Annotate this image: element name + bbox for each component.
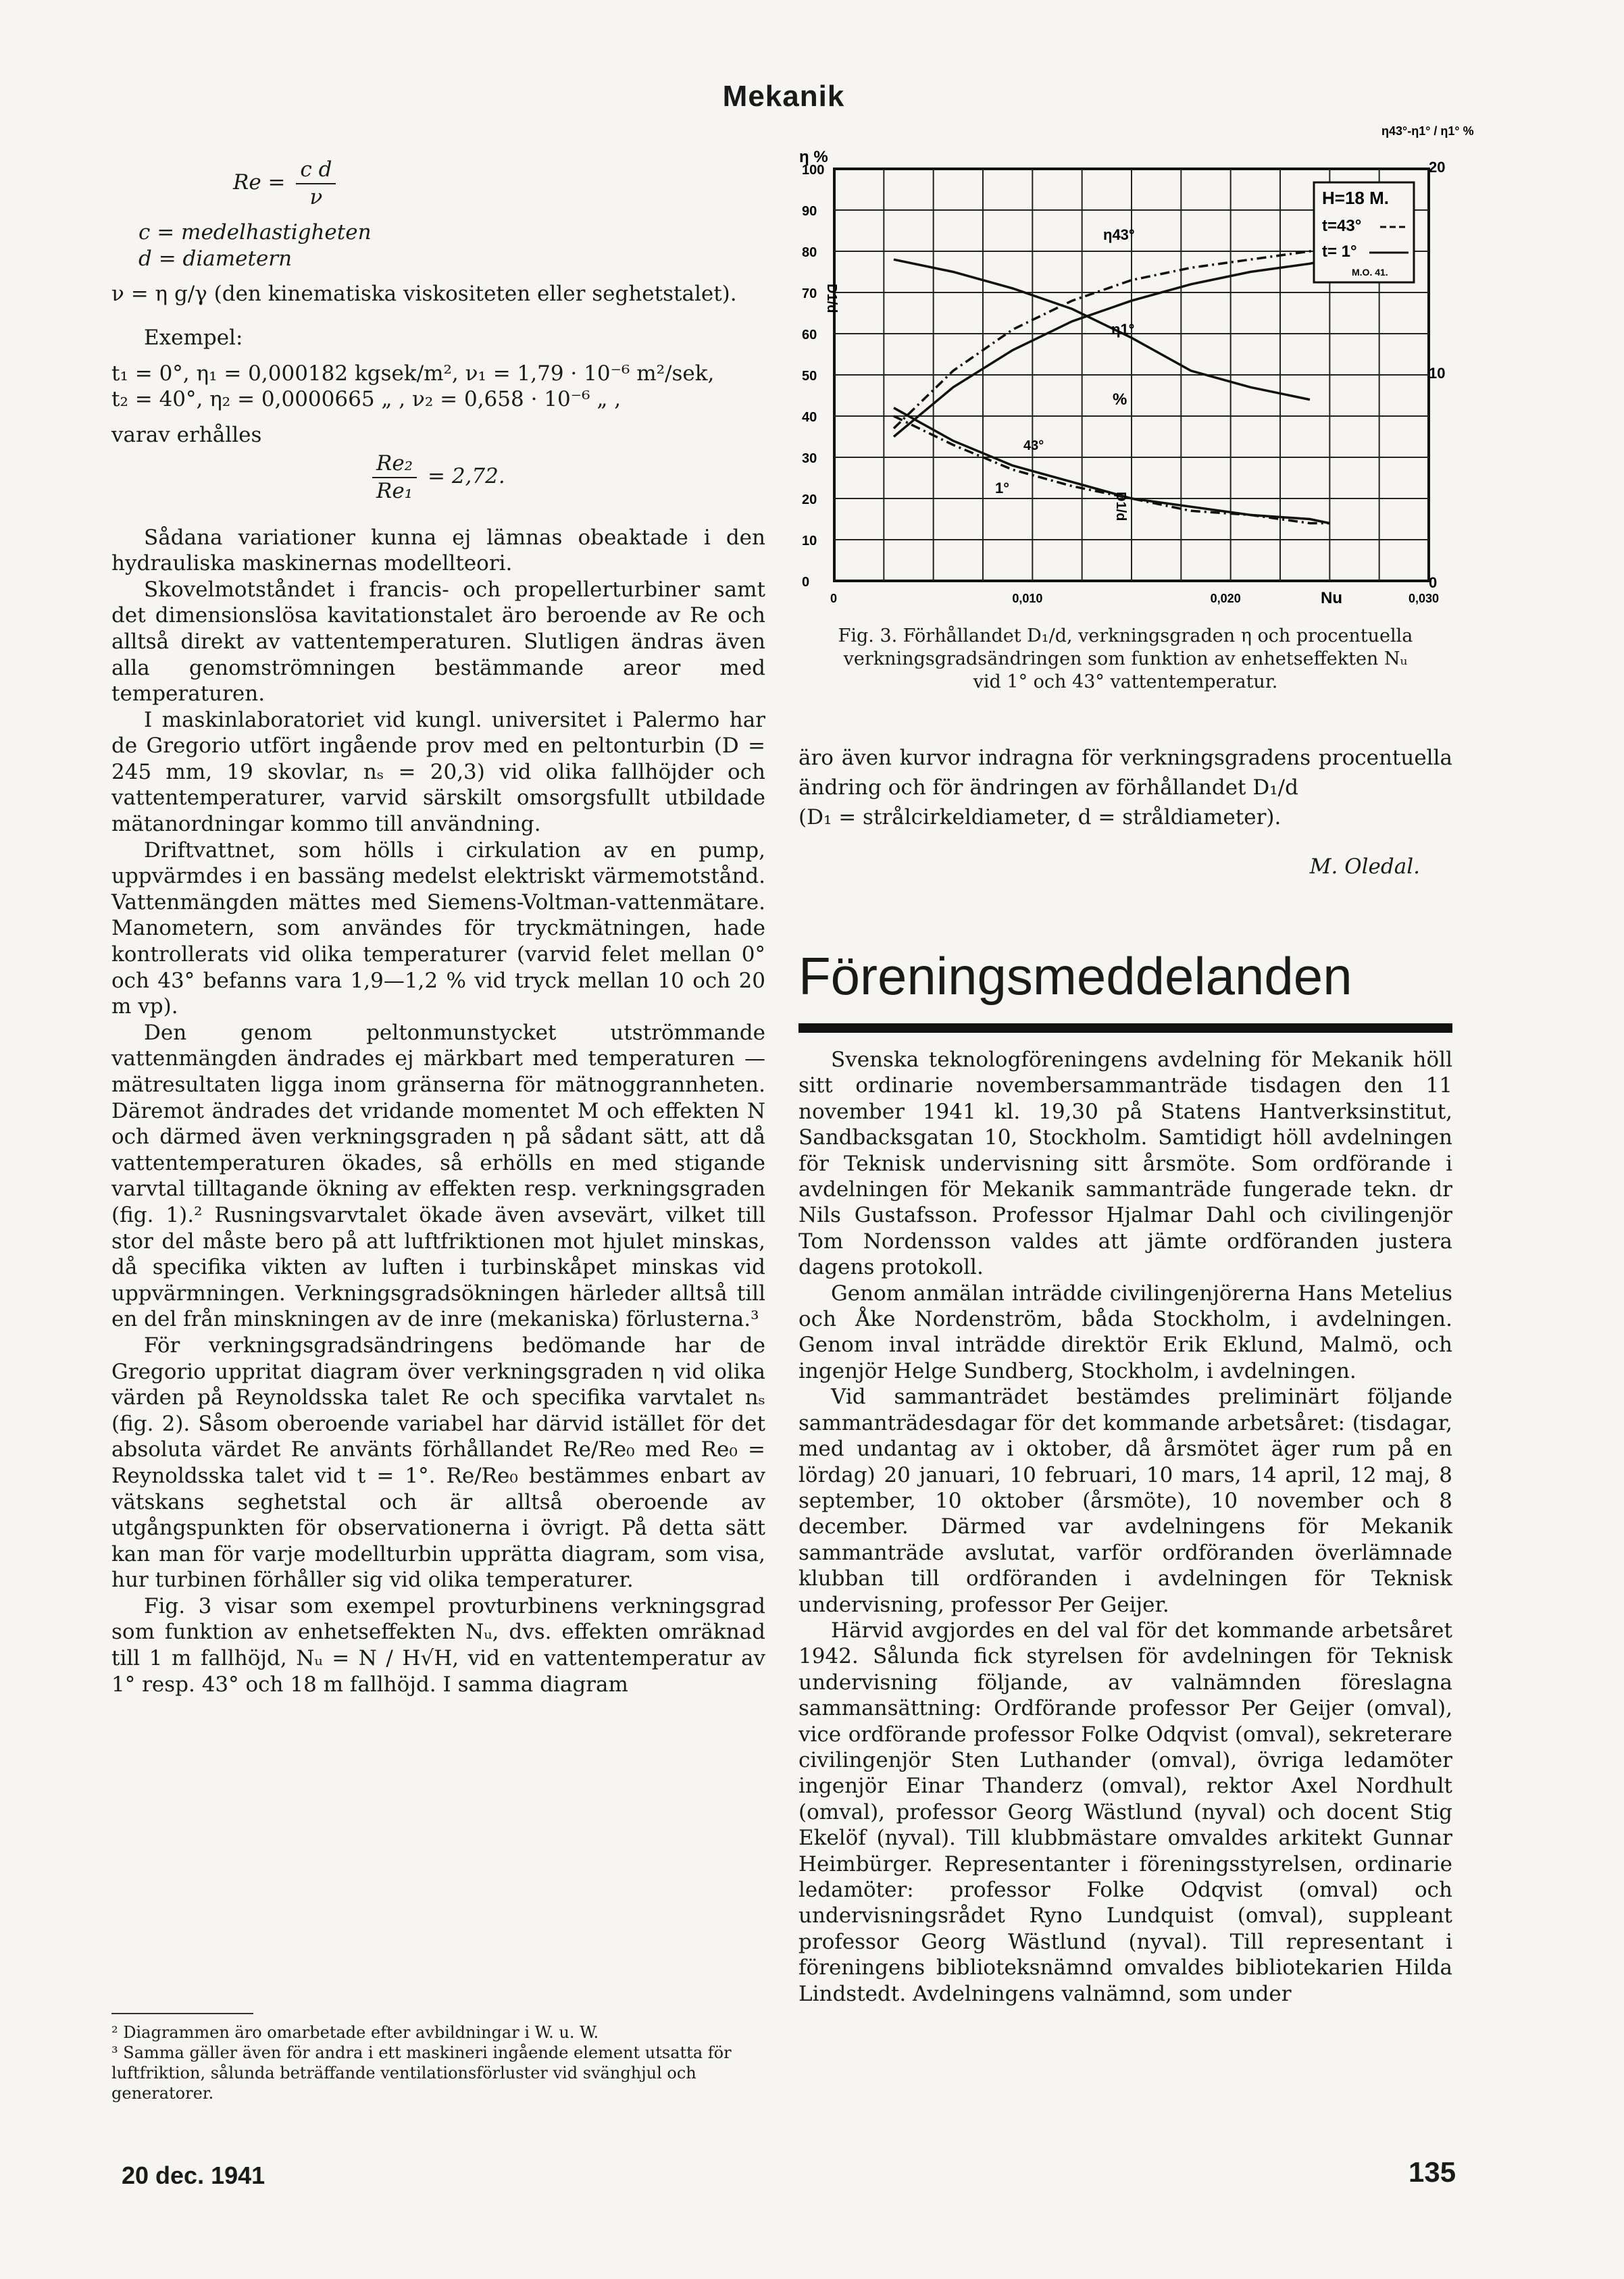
legend-t1: t= 1° (1322, 242, 1357, 261)
left-axis-title: η % (799, 148, 828, 166)
left-paragraph-5: Den genom peltonmunstycket utströmmande vattenmängden ändrades ej märkbart med temperaturen — mätresultaten ligga inom gränserna för mätnoggrannheten. Däremot ändrades det vridande momentet M och effekten N och därmed även verkningsgraden η på sådant sätt, att då vattentemperaturen ökades, så erhölls en med stigande varvtal tilltagande ökning av effekten resp. verkningsgraden (fig. 1).² Rusningsvarvtalet ökade även avsevärt, vilket till stor del måste bero på att luftfriktionen mot hjulet minskas, då specifika vikten av luften i turbinskåpet minskas vid uppvärmningen. Verkningsgradsökningen härleder alltså till en del från minskningen av de inre (mekaniska) förlusterna.³ (111, 1020, 765, 1332)
left-column (111, 147, 765, 1697)
x-tick-label: 0,020 (1210, 592, 1241, 605)
x-tick-label: 0 (830, 592, 838, 605)
footnotes (111, 2013, 765, 2103)
y-tick-label: 100 (802, 163, 825, 178)
y-tick-label: 20 (802, 492, 817, 507)
footnote-rule (111, 2013, 253, 2014)
right-body (798, 1047, 1452, 2007)
signature: M. Oledal. (1309, 854, 1420, 879)
y-tick-label: 0 (802, 575, 810, 590)
re-lhs: Re = (233, 170, 286, 195)
y-tick-label: 80 (802, 245, 817, 260)
label-pct: % (1113, 390, 1127, 409)
y-tick-label: 40 (802, 410, 817, 425)
legend-h: H=18 M. (1322, 188, 1389, 208)
y-tick-label: 60 (802, 328, 817, 342)
varav: varav erhålles (111, 422, 262, 447)
series-line (894, 416, 1329, 523)
figure-caption (798, 625, 1452, 694)
def-c: c = medelhastigheten (138, 220, 372, 245)
example-line-2: t₂ = 40°, η₂ = 0,0000665 „ , ν₂ = 0,658 · 10⁻⁶ „ , (111, 387, 621, 412)
section-title: Föreningsmeddelanden (798, 946, 1352, 1006)
right-axis-title: η43°-η1° / η1° % (1381, 124, 1474, 138)
re-num: c d (296, 157, 336, 184)
y-tick-label: 10 (802, 534, 817, 548)
example-line-1: t₁ = 0°, η₁ = 0,000182 kgsek/m², ν₁ = 1,79 · 10⁻⁶ m²/sek, (111, 361, 715, 386)
legend-t43: t=43° (1322, 217, 1362, 235)
legend-mo: M.O. 41. (1352, 267, 1388, 278)
left-paragraph-2: Skovelmotståndet i francis- och propellerturbiner samt det dimensionslösa kavitationstalet äro beroende av Re och alltså direkt av vattentemperaturen. Slutligen ändras även alla genomströmningen bestämmande areor med temperaturen. (111, 577, 765, 707)
left-paragraph-7: Fig. 3 visar som exempel provturbinens verkningsgrad som funktion av enhetseffekten Nᵤ, dvs. effekten omräknad till 1 m fallhöjd, Nᵤ = N / H√H, vid en vattentemperatur av 1° resp. 43° och 18 m fallhöjd. I samma diagram (111, 1593, 765, 1697)
page-number: 135 (1409, 2156, 1456, 2188)
label-43: 43° (1023, 438, 1044, 453)
ratio-num: Re₂ (372, 451, 417, 478)
right-paragraph-1: Svenska teknologföreningens avdelning för Mekanik höll sitt ordinarie novembersammanträde tisdagen den 11 november 1941 kl. 19,30 på Statens Hantverksinstitut, Sandbacksgatan 10, Stockholm. Samtidigt höll avdelningen för Teknisk undervisning sitt årsmöte. Som ordförande i avdelningen för Mekanik sammanträde fungerade tekn. dr Nils Gustafsson. Professor Hjalmar Dahl och civilingenjör Tom Nordensson valdes att jämte ordföranden justera dagens protokoll. (798, 1048, 1452, 1280)
footnote-2: ² Diagrammen äro omarbetade efter avbildningar i W. u. W. (111, 2023, 599, 2042)
x-tick-label: 0,030 (1409, 592, 1440, 605)
left-axis-sub: D1/d (824, 284, 839, 313)
figure-3-chart (794, 122, 1476, 621)
ratio-formula (368, 451, 765, 504)
right-continuation (798, 743, 1452, 832)
ratio-fraction (372, 451, 417, 504)
right-paragraph-3: Vid sammanträdet bestämdes preliminärt följande sammanträdesdagar för det kommande arbetsåret: (tisdagar, med undantag av i oktober, då årsmötet äger rum på en lördag) 20 januari, 10 februari, 10 mars, 14 april, 12 maj, 8 september, 10 oktober (årsmöte), 10 november och 8 december. Därmed var avdelningens för Mekanik sammanträde avslutat, varför ordföranden överlämnade klubban till ordföranden i avdelningen för Teknisk undervisning, professor Per Geijer. (798, 1385, 1452, 1617)
y-tick-label: 90 (802, 204, 817, 219)
re-den: ν (309, 184, 323, 209)
series-line (894, 259, 1310, 399)
left-paragraph-3: I maskinlaboratoriet vid kungl. universitet i Palermo har de Gregorio utfört ingående prov med en peltonturbin (D = 245 mm, 19 skovlar, nₛ = 20,3) vid olika fallhöjder och vattentemperaturer, varvid särskilt omsorgsfullt utbildade mätanordningar kommo till användning. (111, 707, 765, 837)
figure-3 (794, 122, 1476, 621)
right-paragraph-2: Genom anmälan inträdde civilingenjörerna Hans Metelius och Åke Nordenström, båda Stockholm, i avdelningen. Genom inval inträdde direktör Erik Eklund, Malmö, och ingenjör Helge Sundberg, Stockholm, i avdelningen. (798, 1281, 1452, 1383)
figure-caption-line-3: vid 1° och 43° vattentemperatur. (973, 671, 1278, 692)
re-fraction (296, 157, 336, 210)
section-header: Mekanik (722, 80, 845, 113)
x-axis-label: Nu (1321, 589, 1342, 607)
right-axis-20: 20 (1429, 159, 1446, 176)
left-paragraph-6: För verkningsgradsändringens bedömande har de Gregorio uppritat diagram över verkningsgraden η vid olika värden på Reynoldsska talet Re och specifika varvtalet nₛ (fig. 2). Såsom oberoende variabel har därvid istället för det absoluta värdet Re använts förhållandet Re/Re₀ med Re₀ = Reynoldsska talet vid t = 1°. Re/Re₀ bestämmes enbart av vätskans seghetstal och är alltså oberoende av utgångspunkten för observationerna i övrigt. På detta sätt kan man för varje modellturbin upprätta diagram, som visa, hur turbinen förhåller sig vid olika temperaturer. (111, 1333, 765, 1593)
re-formula (233, 157, 765, 210)
left-paragraph-4: Driftvattnet, som hölls i cirkulation av en pump, uppvärmdes i en bassäng medelst elektriskt värmemotstånd. Vattenmängden mättes med Siemens-Voltman-vattenmätare. Manometern, som användes för tryckmätningen, hade kontrollerats vid olika temperaturer (varvid felet mellan 0° och 43° befanns vara 1,9—1,2 % vid tryck mellan 10 och 20 m vp). (111, 838, 765, 1019)
left-paragraph-1: Sådana variationer kunna ej lämnas obeaktade i den hydrauliska maskinernas modellteori. (111, 525, 765, 576)
label-eta1: η1° (1111, 321, 1135, 338)
y-tick-label: 70 (802, 286, 817, 301)
ratio-value: = 2,72. (427, 464, 505, 489)
y-tick-label: 50 (802, 369, 817, 384)
x-tick-label: 0,010 (1012, 592, 1043, 605)
def-d: d = diametern (138, 246, 293, 271)
footnote-3: ³ Samma gäller även för andra i ett maskineri ingående element utsatta för luftfriktion, sålunda beträffande ventilationsförluster vid svänghjul och generatorer. (111, 2043, 732, 2103)
ratio-den: Re₁ (376, 478, 413, 503)
example-label: Exempel: (144, 325, 243, 350)
label-D1d: D1/d (1113, 492, 1128, 521)
y-tick-label: 30 (802, 451, 817, 466)
continuation-text-2: (D₁ = strålcirkeldiameter, d = stråldiameter). (798, 805, 1282, 829)
series-line (894, 408, 1329, 523)
continuation-text: äro även kurvor indragna för verkningsgradens procentuella ändring och för ändringen av förhållandet D₁/d (798, 746, 1452, 800)
figure-caption-line-1: Fig. 3. Förhållandet D₁/d, verkningsgraden η och procentuella (838, 625, 1413, 646)
label-eta43: η43° (1103, 226, 1135, 243)
series-line (894, 251, 1329, 428)
label-1: 1° (995, 480, 1010, 496)
footer-date: 20 dec. 1941 (122, 2161, 265, 2189)
right-axis-0: 0 (1429, 574, 1438, 591)
right-axis-10: 10 (1429, 365, 1446, 382)
nu-def: ν = η g/γ (den kinematiska viskositeten eller seghetstalet). (111, 282, 737, 307)
figure-caption-line-2: verkningsgradsändringen som funktion av enhetseffekten Nᵤ (843, 648, 1408, 669)
right-paragraph-4: Härvid avgjordes en del val för det kommande arbetsåret 1942. Sålunda fick styrelsen för avdelningen för Teknisk undervisning följande, av valnämnden föreslagna sammansättning: Ordförande professor Per Geijer (omval), vice ordförande professor Folke Odqvist (omval), sekreterare civilingenjör Sten Luthander (omval), övriga ledamöter ingenjör Einar Thanderz (omval), rektor Axel Nordhult (omval), professor Georg Wästlund (nyval) och docent Stig Ekelöf (nyval). Till klubbmästare omvaldes arkitekt Gunnar Heimbürger. Representanter i föreningsstyrelsen, ordinarie ledamöter: professor Folke Odqvist (omval) och undervisningsrådet Ryno Lundquist (omval), suppleant professor Georg Wästlund (nyval). Till representant i föreningens biblioteksnämnd omvaldes bibliotekarien Hilda Lindstedt. Avdelningens valnämnd, som under (798, 1618, 1452, 2006)
section-rule (798, 1023, 1452, 1033)
